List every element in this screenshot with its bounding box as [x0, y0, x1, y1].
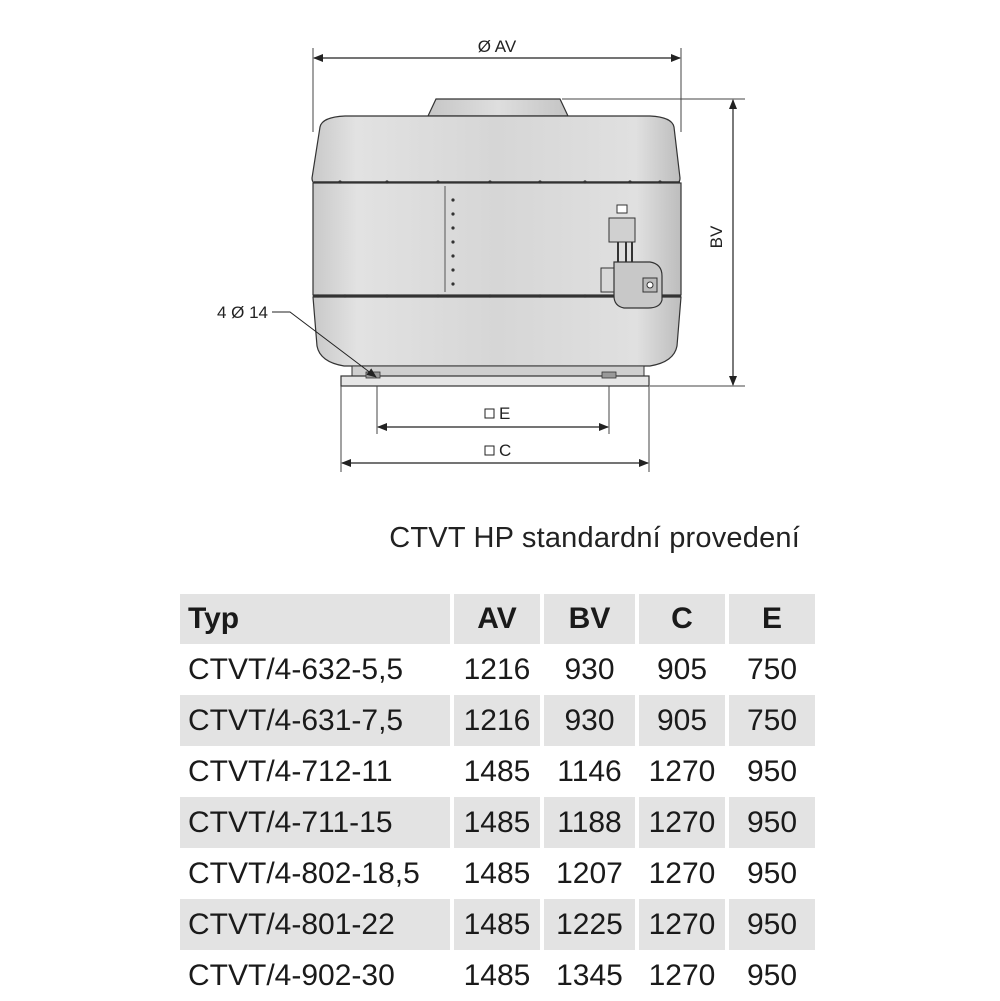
cell-bv: 1146	[557, 754, 622, 788]
dimension-bv-label: BV	[707, 225, 726, 249]
cell-av: 1485	[463, 856, 531, 890]
cell-av: 1216	[463, 652, 531, 686]
table-row	[180, 899, 815, 950]
cell-typ: CTVT/4-632-5,5	[188, 652, 404, 686]
cell-bv: 930	[544, 695, 635, 746]
cell-e: 950	[746, 958, 798, 992]
cell-bv: 1207	[556, 856, 623, 890]
dimension-table	[176, 594, 819, 1001]
hole-callout-label: 4 Ø 14	[216, 303, 268, 322]
cell-bv: 1345	[556, 958, 623, 992]
dimension-e-label: E	[499, 404, 511, 423]
cell-bv: 930	[564, 652, 615, 686]
header-e: E	[729, 594, 815, 644]
table-row	[180, 950, 815, 1001]
cell-c: 905	[639, 695, 725, 746]
table-header-row	[180, 594, 815, 644]
table-row	[180, 848, 815, 899]
cell-bv: 1225	[544, 899, 635, 950]
cell-av: 1485	[463, 754, 531, 788]
header-c: C	[639, 594, 725, 644]
cell-c: 1270	[639, 899, 725, 950]
cell-av: 1485	[454, 797, 540, 848]
header-av: AV	[454, 594, 540, 644]
cell-c: 905	[656, 652, 708, 686]
cell-av: 1485	[463, 958, 531, 992]
cell-typ: CTVT/4-902-30	[188, 958, 395, 992]
cell-typ: CTVT/4-802-18,5	[188, 856, 420, 890]
table-row	[180, 797, 815, 848]
dimension-c-label: C	[499, 441, 512, 460]
table-row	[180, 644, 815, 695]
dimension-av-label: Ø AV	[477, 37, 517, 56]
cell-e: 750	[746, 652, 798, 686]
cell-c: 1270	[648, 754, 716, 788]
cell-e: 950	[746, 856, 798, 890]
cell-typ: CTVT/4-711-15	[180, 797, 450, 848]
cell-e: 950	[746, 754, 798, 788]
cell-c: 1270	[648, 958, 716, 992]
dimension-e	[377, 386, 609, 434]
cell-av: 1216	[454, 695, 540, 746]
cell-e: 950	[729, 797, 815, 848]
table-row	[180, 695, 815, 746]
fan-top-cap	[428, 99, 568, 116]
dimension-c	[341, 386, 649, 472]
cell-bv: 1188	[544, 797, 635, 848]
table-row	[180, 746, 815, 797]
cell-typ: CTVT/4-631-7,5	[180, 695, 450, 746]
square-symbol-icon	[485, 446, 494, 455]
cell-typ: CTVT/4-801-22	[180, 899, 450, 950]
cell-e: 750	[729, 695, 815, 746]
cell-c: 1270	[639, 797, 725, 848]
square-symbol-icon	[485, 409, 494, 418]
cell-c: 1270	[648, 856, 716, 890]
table-title: CTVT HP standardní provedení	[389, 522, 800, 554]
cell-av: 1485	[454, 899, 540, 950]
cell-typ: CTVT/4-712-11	[188, 754, 393, 788]
cell-e: 950	[729, 899, 815, 950]
fan-technical-drawing	[0, 0, 1000, 500]
header-bv: BV	[544, 594, 635, 644]
header-typ: Typ	[180, 594, 450, 644]
